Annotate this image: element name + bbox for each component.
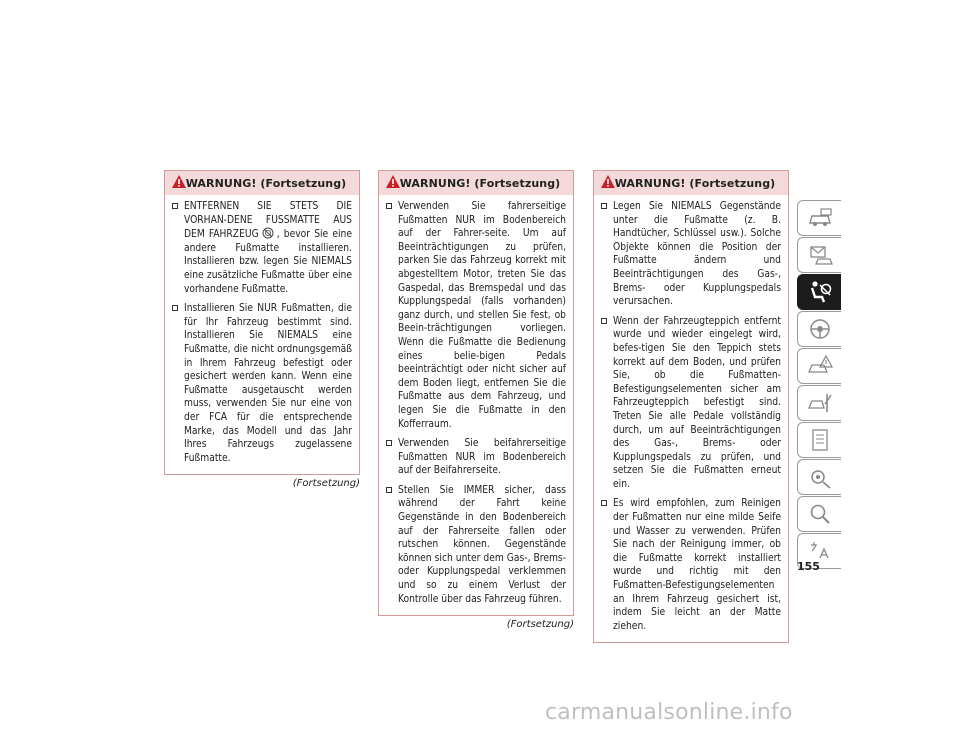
magnifier-icon: [806, 501, 834, 527]
tab-car-tools[interactable]: [797, 385, 841, 421]
car-tools-icon: [806, 390, 834, 416]
warning-box: [593, 170, 789, 643]
warning-triangle-icon: [385, 174, 401, 189]
tab-seat-airbag[interactable]: [797, 274, 841, 310]
car-warning-icon: [806, 353, 834, 379]
car-dashboard-icon: [806, 205, 834, 231]
warning-title: WARNUNG! (Fortsetzung): [614, 176, 776, 190]
tab-car-warning[interactable]: [797, 348, 841, 384]
warning-body: [594, 195, 788, 642]
warning-triangle-icon: [171, 174, 187, 189]
warning-item: Es wird empfohlen, zum Reinigen der Fußmatten nur eine milde Seife und Wasser zu verwenden. Prüfen Sie nach der Reinigung immer, ob die Fußmatte korrekt installiert wurde und richtig mit den Fußmatten-Befestigungselementen an Ihrem Fahrzeug gesichert ist, indem Sie leicht an der Matte ziehen.: [601, 497, 781, 633]
square-bullet-icon: [386, 440, 392, 446]
warning-item: Wenn der Fahrzeugteppich entfernt wurde und wieder eingelegt wird, befes-tigen Sie den Teppich stets korrekt auf dem Boden, und prüfen Sie, ob die Fußmatten-Befestigungselementen sicher am Fahrzeugteppich befestigt sind. Treten Sie alle Pedale vollständig durch, um auf Beeinträchtigungen des Gas-, Brems- oder Kupplungspedals zu prüfen, und setzen Sie die Fußmatten erneut ein.: [601, 315, 781, 492]
warning-header: [594, 171, 788, 195]
warning-item: Verwenden Sie fahrerseitige Fußmatten NUR im Bodenbereich auf der Fahrer-seite. Um auf Beeinträchtigungen zu prüfen, parken Sie das Fahrzeug korrekt mit abgestelltem Motor, treten Sie das Gaspedal, das Bremspedal und das Kupplungspedal (falls vorhanden) ganz durch, und stellen Sie fest, ob Beein-trächtigungen vorliegen. Wenn die Fußmatte die Bedienung eines belie-bigen Pedals beeinträchtigt oder nicht sicher auf dem Boden liegt, entfernen Sie die Fußmatte aus dem Fahrzeug, und legen Sie die Fußmatte in den Kofferraum.: [386, 200, 566, 431]
service-checklist-icon: [806, 427, 834, 453]
warning-item: Stellen Sie IMMER sicher, dass während der Fahrt keine Gegenstände in den Bodenbereich auf der Fahrerseite fallen oder rutschen können. Gegenstände können sich unter dem Gas-, Brems- oder Kupplungspedal verklemmen und so zu einem Verlust der Kontrolle über das Fahrzeug führen.: [386, 484, 566, 606]
warning-item: ENTFERNEN SIE STETS DIE VORHAN-DENE FUSSMATTE AUS DEM FAHRZEUG , bevor Sie eine andere Fußmatte installieren. Installieren bzw. legen Sie NIEMALS eine zusätzliche Fußmatte über eine vorhandene Fußmatte.: [172, 200, 352, 296]
warning-title: WARNUNG! (Fortsetzung): [185, 176, 347, 190]
tab-magnifier[interactable]: [797, 496, 841, 532]
seat-airbag-icon: [806, 279, 834, 305]
warning-column-1: [164, 170, 360, 489]
tab-car-mail[interactable]: [797, 237, 841, 273]
warning-column-2: [378, 170, 574, 630]
gear-wrench-icon: [806, 464, 834, 490]
square-bullet-icon: [601, 318, 607, 324]
warning-item: Installieren Sie NUR Fußmatten, die für Ihr Fahrzeug bestimmt sind. Installieren Sie NIEMALS eine Fußmatte, die nicht ordnungsgemäß in Ihrem Fahrzeug befestigt oder gesichert werden kann. Wenn eine Fußmatte ausgetauscht werden muss, verwenden Sie nur eine von der FCA für die entsprechende Marke, das Modell und das Jahr Ihres Fahrzeugs zugelassene Fußmatte.: [172, 302, 352, 465]
square-bullet-icon: [386, 487, 392, 493]
warning-title: WARNUNG! (Fortsetzung): [399, 176, 561, 190]
warning-item: Legen Sie NIEMALS Gegenstände unter die Fußmatte (z. B. Handtücher, Schlüssel usw.). Solche Objekte können die Position der Fußmatte ändern und Beeinträchtigungen des Gas-, Brems- oder Kupplungspedals verursachen.: [601, 200, 781, 309]
tab-car-dashboard[interactable]: [797, 200, 841, 236]
warning-box: [378, 170, 574, 616]
chapter-tabs: [797, 200, 841, 570]
watermark: carmanualsonline.info: [545, 700, 793, 725]
warning-column-3: [593, 170, 789, 643]
warning-body: [379, 195, 573, 615]
warning-header: [165, 171, 359, 195]
square-bullet-icon: [601, 203, 607, 209]
continued-note: (Fortsetzung): [506, 619, 574, 631]
warning-item: Verwenden Sie beifahrerseitige Fußmatten NUR im Bodenbereich auf der Beifahrerseite.: [386, 437, 566, 478]
ignition-off-icon: [262, 227, 274, 239]
tab-steering-wheel[interactable]: [797, 311, 841, 347]
tab-gear-wrench[interactable]: [797, 459, 841, 495]
steering-wheel-icon: [806, 316, 834, 342]
square-bullet-icon: [172, 305, 178, 311]
car-mail-icon: [806, 242, 834, 268]
continued-note: (Fortsetzung): [292, 478, 360, 490]
square-bullet-icon: [172, 203, 178, 209]
warning-triangle-icon: [600, 174, 616, 189]
square-bullet-icon: [601, 500, 607, 506]
page-number: 155: [797, 560, 820, 573]
warning-body: [165, 195, 359, 474]
square-bullet-icon: [386, 203, 392, 209]
warning-box: [164, 170, 360, 475]
tab-service-checklist[interactable]: [797, 422, 841, 458]
warning-header: [379, 171, 573, 195]
